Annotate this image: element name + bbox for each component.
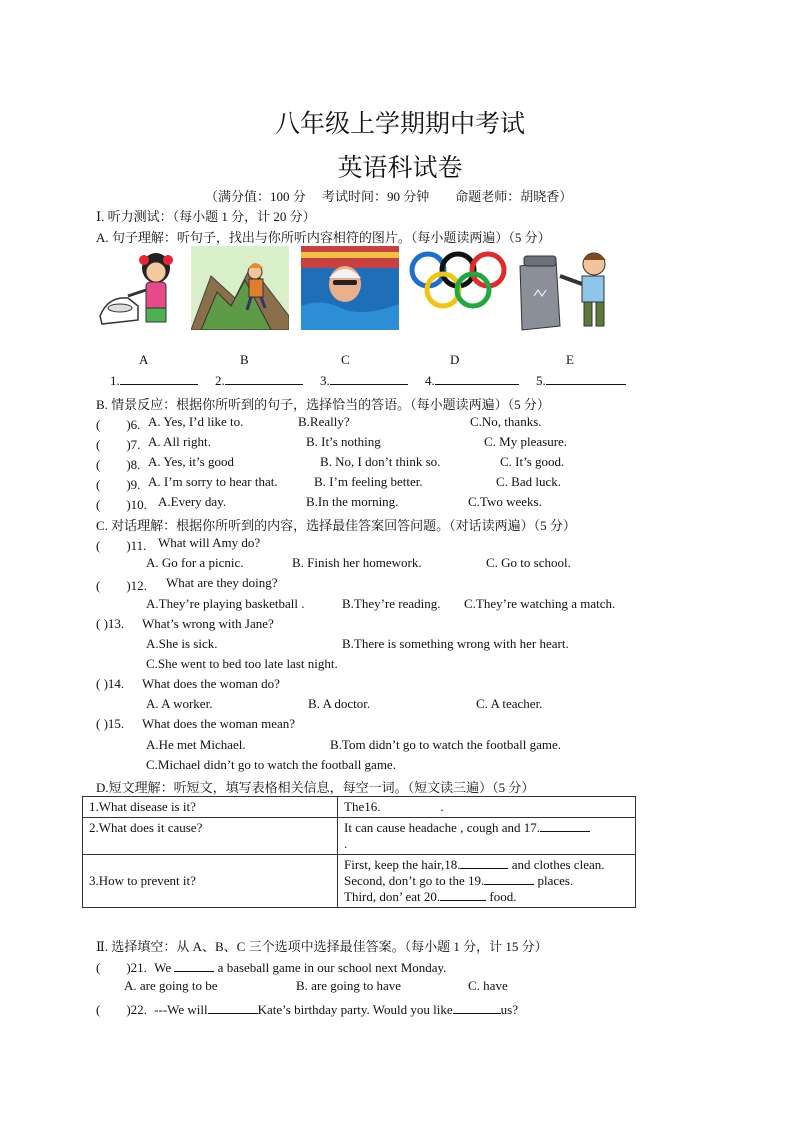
exam-subtitle: 英语科试卷 xyxy=(337,155,463,182)
answer-prefix: First, keep the hair,18. xyxy=(344,857,461,872)
sectionC-heading: C. 对话理解：根据你所听到的内容，选择最佳答案回答问题。（对话读两遍）（5 分） xyxy=(96,518,576,533)
question-15-option-c[interactable]: C.Michael didn’t go to watch the football game. xyxy=(146,757,396,772)
answer-prefix: Third, don’ eat 20. xyxy=(344,889,441,904)
question-13-option-b[interactable]: B.There is something wrong with her heart. xyxy=(342,636,569,651)
question-14-text: What does the woman do? xyxy=(142,676,280,691)
question-21-num: ( )21. xyxy=(96,960,147,975)
answer-blank[interactable] xyxy=(546,373,626,385)
answer-suffix: food. xyxy=(489,889,517,904)
question-22-num: ( )22. xyxy=(96,1002,147,1017)
sectionA-heading: A. 句子理解：听句子，找出与你所听内容相符的图片。（每小题读两遍）（5 分） xyxy=(96,230,551,245)
blank-number: 4. xyxy=(425,373,435,388)
question-21-option-a[interactable]: A. are going to be xyxy=(124,978,218,993)
question-14-option-a[interactable]: A. A worker. xyxy=(146,696,213,711)
mountain-climbing-image xyxy=(191,246,289,330)
answer-blank[interactable] xyxy=(225,373,303,385)
question-11-num: ( )11. xyxy=(96,538,147,553)
answer-prefix: It can cause headache , cough and 17. xyxy=(344,820,540,835)
question-11-option-c[interactable]: C. Go to school. xyxy=(486,555,571,570)
table-row xyxy=(83,818,636,855)
blank-number: 1. xyxy=(110,373,120,388)
question-14-option-b[interactable]: B. A doctor. xyxy=(308,696,371,711)
question-6-option-a[interactable]: A. Yes, I’d like to. xyxy=(148,414,244,429)
question-8-option-b[interactable]: B. No, I don’t think so. xyxy=(320,454,441,469)
question-22 xyxy=(96,999,518,1018)
sectionD-heading: D.短文理解：听短文，填写表格相关信息，每空一词。（短文读三遍）（5 分） xyxy=(96,780,535,795)
question-8-option-a[interactable]: A. Yes, it’s good xyxy=(148,454,234,469)
picture-label: C xyxy=(341,352,350,367)
question-15-text: What does the woman mean? xyxy=(142,716,296,731)
table-row xyxy=(83,797,636,818)
question-13-text: What’s wrong with Jane? xyxy=(142,616,274,631)
answer-suffix: . xyxy=(344,836,348,851)
answer-blanks-1-5 xyxy=(110,373,626,389)
part2-heading: Ⅱ. 选择填空：从 A、B、C 三个选项中选择最佳答案。（每小题 1 分，计 15 分） xyxy=(96,939,548,954)
question-7-option-c[interactable]: C. My pleasure. xyxy=(484,434,568,449)
answer-blank[interactable] xyxy=(330,373,408,385)
question-12-option-c[interactable]: C.They’re watching a match. xyxy=(464,596,616,611)
answer-blank-21[interactable] xyxy=(174,960,214,972)
question-14-num: ( )14. xyxy=(96,676,125,691)
girl-washing-hands-image xyxy=(98,246,184,332)
info-table xyxy=(82,796,636,908)
table-answer-cell xyxy=(338,818,636,855)
question-12-option-b[interactable]: B.They’re reading. xyxy=(342,596,441,611)
table-question-cell: 1.What disease is it? xyxy=(83,797,338,818)
answer-blank-18[interactable] xyxy=(460,857,508,869)
picture-label: A xyxy=(139,352,149,367)
question-13-num: ( )13. xyxy=(96,616,125,631)
answer-blank-20[interactable] xyxy=(440,889,486,901)
question-7-num: ( )7. xyxy=(96,437,141,452)
picture-label: E xyxy=(566,352,574,367)
question-9-option-a[interactable]: A. I’m sorry to hear that. xyxy=(148,474,278,489)
question-8-num: ( )8. xyxy=(96,457,141,472)
question-10-option-a[interactable]: A.Every day. xyxy=(158,494,227,509)
question-11-option-b[interactable]: B. Finish her homework. xyxy=(292,555,422,570)
picture-label: D xyxy=(450,352,460,367)
answer-suffix: places. xyxy=(537,873,574,888)
question-7-option-b[interactable]: B. It’s nothing xyxy=(306,434,381,449)
swimmer-image xyxy=(301,246,399,330)
question-8-option-c[interactable]: C. It’s good. xyxy=(500,454,565,469)
question-6-option-b[interactable]: B.Really? xyxy=(298,414,350,429)
question-21-text: a baseball game in our school next Monday. xyxy=(217,960,447,975)
table-question-cell: 3.How to prevent it? xyxy=(83,855,338,908)
answer-prefix: Second, don’t go to the 19. xyxy=(344,873,485,888)
question-22-text: ---We will xyxy=(154,1002,208,1017)
table-answer-cell xyxy=(338,855,636,908)
answer-blank-22b[interactable] xyxy=(453,1002,501,1014)
table-row xyxy=(83,855,636,908)
answer-blank-16[interactable] xyxy=(380,800,440,811)
question-12-option-a[interactable]: A.They’re playing basketball . xyxy=(146,596,305,611)
question-9-num: ( )9. xyxy=(96,477,141,492)
question-6-num: ( )6. xyxy=(96,417,141,432)
answer-blank-17[interactable] xyxy=(540,820,590,832)
question-15-option-b[interactable]: B.Tom didn’t go to watch the football game. xyxy=(330,737,562,752)
question-13-option-c[interactable]: C.She went to bed too late last night. xyxy=(146,656,338,671)
question-11-text: What will Amy do? xyxy=(158,535,261,550)
question-15-option-a[interactable]: A.He met Michael. xyxy=(146,737,246,752)
picture-label: B xyxy=(240,352,249,367)
answer-blank-19[interactable] xyxy=(484,873,534,885)
answer-blank-22a[interactable] xyxy=(208,1002,258,1014)
picture-row xyxy=(0,246,800,338)
question-21-text: We xyxy=(154,960,172,975)
boy-throwing-rubbish-image xyxy=(516,246,620,332)
part1-heading: Ⅰ. 听力测试：（每小题 1 分，计 20 分） xyxy=(96,209,316,224)
question-22-text: us? xyxy=(500,1002,518,1017)
answer-blank[interactable] xyxy=(435,373,519,385)
question-21 xyxy=(96,957,446,976)
blank-number: 5. xyxy=(536,373,546,388)
question-9-option-b[interactable]: B. I’m feeling better. xyxy=(314,474,423,489)
answer-suffix: . xyxy=(440,799,444,814)
question-14-option-c[interactable]: C. A teacher. xyxy=(476,696,543,711)
question-7-option-a[interactable]: A. All right. xyxy=(148,434,211,449)
answer-blank[interactable] xyxy=(120,373,198,385)
question-21-option-c[interactable]: C. have xyxy=(468,978,508,993)
table-question-cell: 2.What does it cause? xyxy=(83,818,338,855)
question-22-text: Kate’s birthday party. Would you like xyxy=(257,1002,453,1017)
question-12-num: ( )12. xyxy=(96,578,147,593)
table-answer-cell xyxy=(338,797,636,818)
question-10-option-b[interactable]: B.In the morning. xyxy=(306,494,399,509)
question-12-text: What are they doing? xyxy=(166,575,278,590)
question-15-num: ( )15. xyxy=(96,716,125,731)
exam-info: （满分值：100 分 考试时间：90 分钟 命题老师：胡晓香） xyxy=(205,189,573,204)
question-11-option-a[interactable]: A. Go for a picnic. xyxy=(146,555,244,570)
olympic-rings-image xyxy=(408,246,508,322)
question-13-option-a[interactable]: A.She is sick. xyxy=(146,636,218,651)
question-9-option-c[interactable]: C. Bad luck. xyxy=(496,474,561,489)
question-21-option-b[interactable]: B. are going to have xyxy=(296,978,402,993)
question-6-option-c[interactable]: C.No, thanks. xyxy=(470,414,542,429)
blank-number: 3. xyxy=(320,373,330,388)
answer-suffix: and clothes clean. xyxy=(511,857,605,872)
question-10-option-c[interactable]: C.Two weeks. xyxy=(468,494,542,509)
blank-number: 2. xyxy=(215,373,225,388)
sectionB-heading: B. 情景反应：根据你所听到的句子，选择恰当的答语。（每小题读两遍）（5 分） xyxy=(96,397,550,412)
question-10-num: ( )10. xyxy=(96,497,147,512)
exam-title: 八年级上学期期中考试 xyxy=(274,111,525,138)
answer-prefix: The16. xyxy=(344,799,381,814)
